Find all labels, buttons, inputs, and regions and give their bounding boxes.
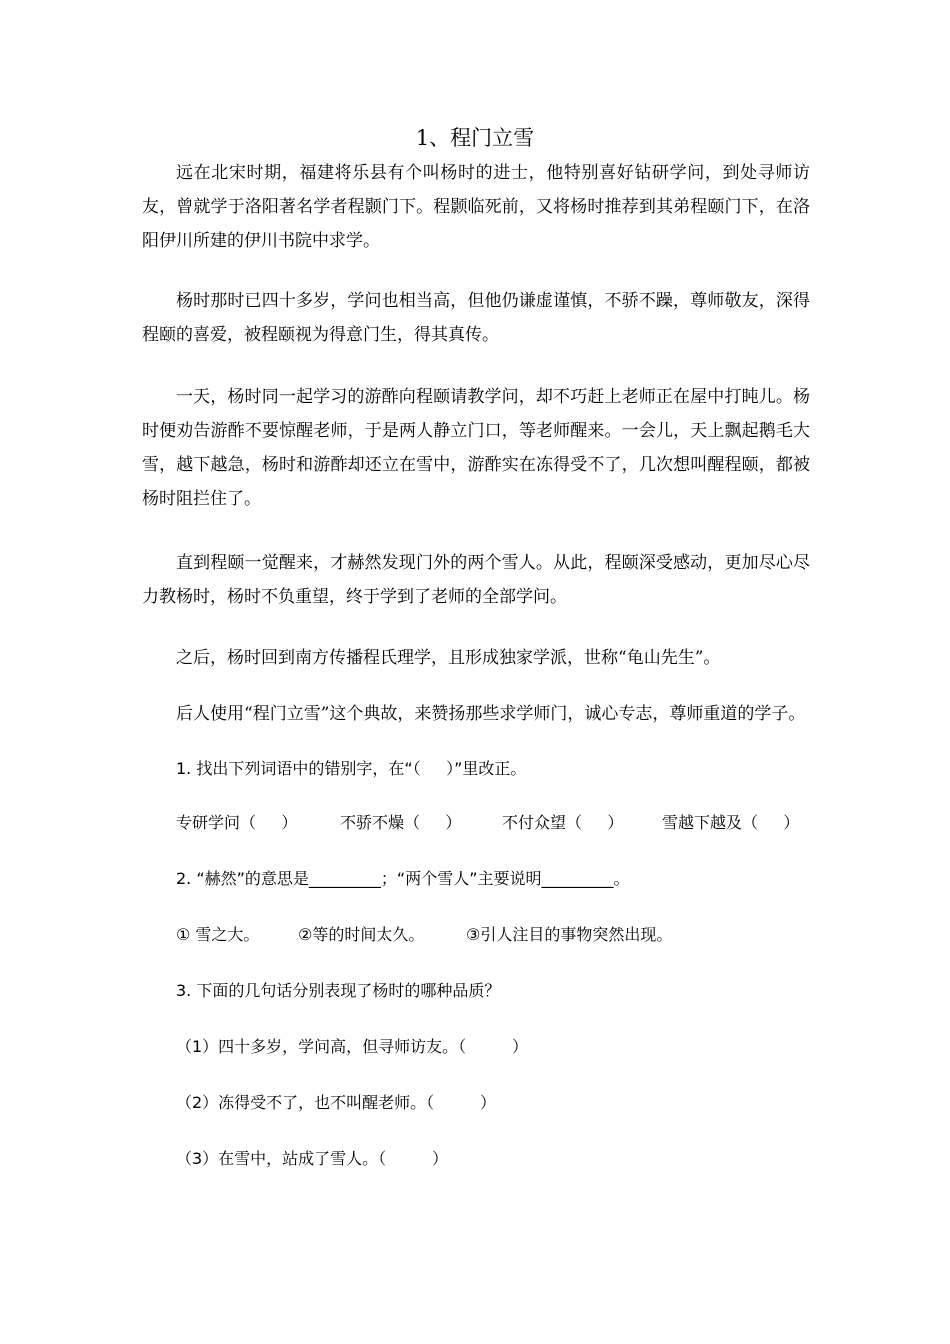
q2-option-1: ① 雪之大。 (176, 925, 260, 944)
paragraph-1: 远在北宋时期，福建将乐县有个叫杨时的进士，他特别喜好钻研学问，到处寻师访友，曾就学于洛阳著名学者程颢门下。程颢临死前，又将杨时推荐到其弟程颐门下，在洛阳伊川所建的伊川书院中求学。 (142, 163, 810, 251)
q2-option-3: ③引人注目的事物突然出现。 (466, 925, 673, 944)
q1-item-4: 雪越下越及（ ） (662, 813, 800, 832)
paragraph-6: 后人使用“程门立雪”这个典故，来赞扬那些求学师门，诚心专志，尊师重道的学子。 (176, 704, 806, 724)
q2-option-2: ②等的时间太久。 (298, 925, 425, 944)
q1-item-2: 不骄不燥（ ） (340, 813, 462, 832)
question-2: 2. “赫然”的意思是_________；“两个雪人”主要说明_________。 (176, 869, 630, 888)
question-1-items (176, 810, 816, 836)
paragraph-4: 直到程颐一觉醒来，才赫然发现门外的两个雪人。从此，程颐深受感动，更加尽心尽力教杨时，杨时不负重望，终于学到了老师的全部学问。 (142, 553, 810, 607)
question-1: 1. 找出下列词语中的错别字，在“（ ）”里改正。 (176, 759, 527, 778)
q3-item-3: （3）在雪中，站成了雪人。（ ） (176, 1149, 448, 1168)
paragraph-3: 一天，杨时同一起学习的游酢向程颐请教学问，却不巧赶上老师正在屋中打盹儿。杨时便劝告游酢不要惊醒老师，于是两人静立门口，等老师醒来。一会儿，天上飘起鹅毛大雪，越下越急，杨时和游酢却还立在雪中，游酢实在冻得受不了，几次想叫醒程颐，都被杨时阻拦住了。 (142, 387, 810, 509)
q3-item-2: （2）冻得受不了，也不叫醒老师。（ ） (176, 1093, 496, 1112)
paragraph-5: 之后，杨时回到南方传播程氏理学，且形成独家学派，世称“龟山先生”。 (176, 648, 721, 668)
q1-item-1: 专研学问（ ） (176, 813, 298, 832)
story-title: 1、程门立雪 (415, 126, 535, 150)
question-3: 3. 下面的几句话分别表现了杨时的哪种品质？ (176, 981, 501, 1000)
paragraph-2: 杨时那时已四十多岁，学问也相当高，但他仍谦虚谨慎，不骄不躁，尊师敬友，深得程颐的喜爱，被程颐视为得意门生，得其真传。 (142, 291, 810, 345)
q3-item-1: （1）四十多岁，学问高，但寻师访友。（ ） (176, 1037, 528, 1056)
question-2-options (176, 922, 816, 948)
q1-item-3: 不付众望（ ） (502, 813, 624, 832)
